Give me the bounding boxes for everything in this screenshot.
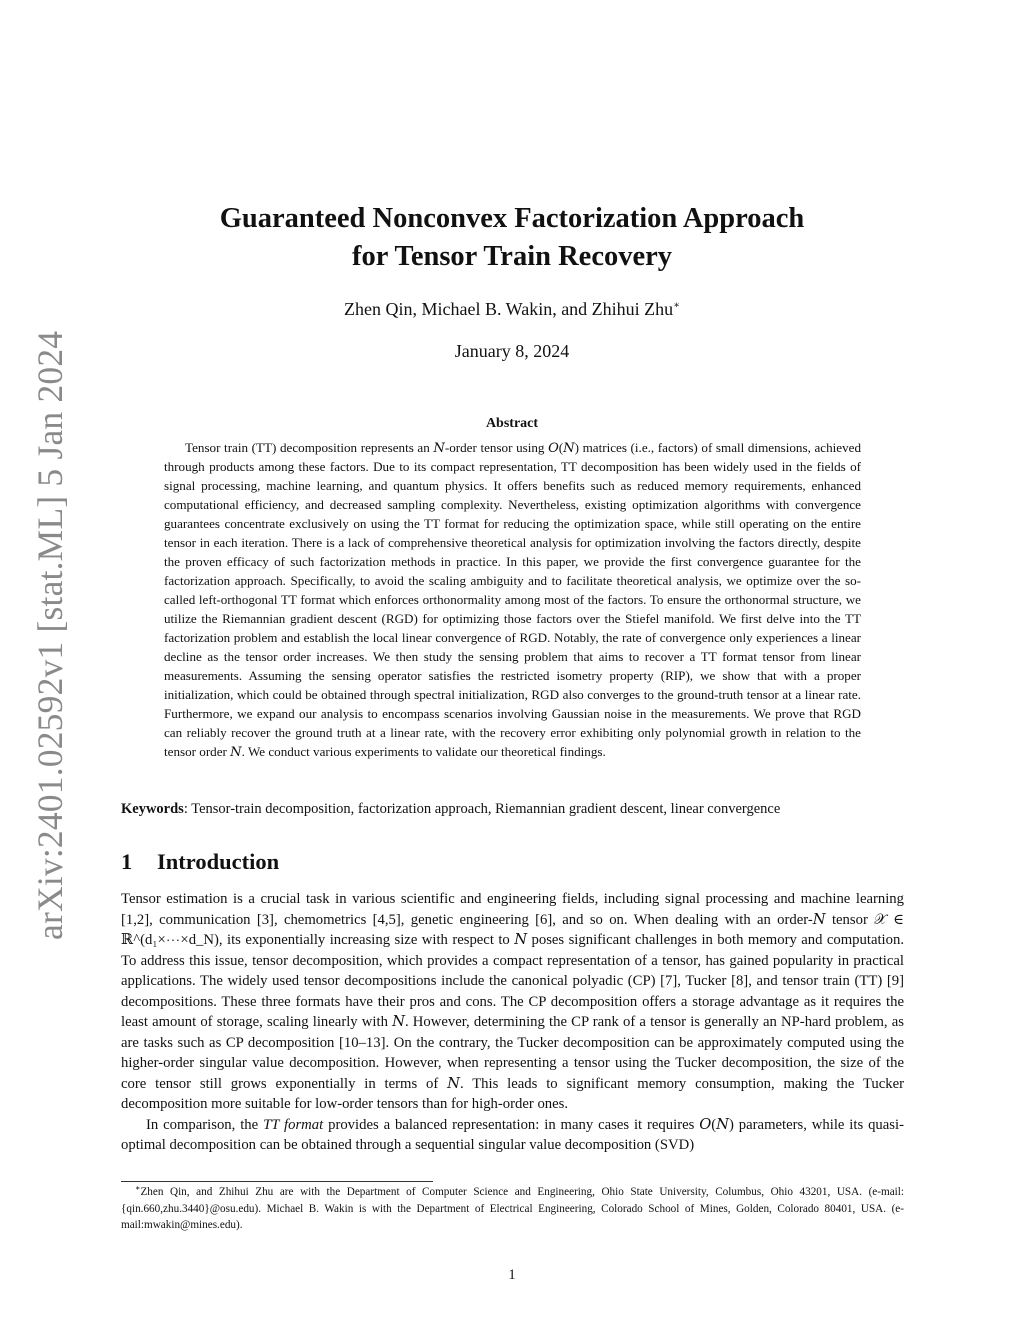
section-number: 1: [121, 849, 133, 874]
section-title: Introduction: [157, 849, 280, 874]
intro-p2-before: In comparison, the: [146, 1116, 264, 1133]
section-heading-introduction: [121, 847, 279, 877]
publication-date: January 8, 2024: [454, 341, 570, 361]
paper-title: [0, 200, 1024, 276]
arxiv-identifier-stamp: arXiv:2401.02592v1 [stat.ML] 5 Jan 2024: [30, 330, 70, 940]
author-affiliation-footnote: [121, 1184, 904, 1234]
footnote-divider: [121, 1181, 433, 1182]
author-list: [0, 297, 1024, 321]
footnote-mark: ∗: [135, 1183, 141, 1193]
abstract-heading: Abstract: [485, 416, 539, 431]
paper-title-line-1: Guaranteed Nonconvex Factorization Approach: [219, 203, 805, 234]
abstract-body: Tensor train (TT) decomposition represents an 𝑁-order tensor using 𝑂(𝑁) matrices (i.e., factors) of small dimensions, achieved through products among these factors. Due to its compact representation, TT decomposition has been widely used in the fields of signal processing, machine learning, and quantum physics. It offers benefits such as reduced memory requirements, enhanced computational efficiency, and decreased sampling complexity. Nevertheless, existing optimization algorithms with convergence guarantees concentrate exclusively on using the TT format for reducing the optimization space, while still operating on the entire tensor in each iteration. There is a lack of comprehensive theoretical analysis for optimization involving the factors directly, despite the proven efficacy of such factorization methods in practice. In this paper, we provide the first convergence guarantee for the factorization approach. Specifically, to avoid the scaling ambiguity and to facilitate theoretical analysis, we optimize over the so-called left-orthogonal TT format which enforces orthonormality among most of the factors. To ensure the orthonormal structure, we utilize the Riemannian gradient descent (RGD) for optimizing those factors over the Stiefel manifold. We first delve into the TT factorization problem and establish the local linear convergence of RGD. Notably, the rate of convergence only experiences a linear decline as the tensor order increases. We then study the sensing problem that aims to recover a TT format tensor from linear measurements. Assuming the sensing operator satisfies the restricted isometry property (RIP), we show that with a proper initialization, which could be obtained through spectral initialization, RGD also converges to the ground-truth tensor at a linear rate. Furthermore, we expand our analysis to encompass scenarios involving Gaussian noise in the measurements. We prove that RGD can reliably recover the ground truth at a linear rate, with the recovery error exhibiting only polynomial growth in relation to the tensor order 𝑁. We conduct various experiments to validate our theoretical findings.: [164, 440, 861, 759]
intro-p2-emphasis: TT format: [263, 1116, 324, 1133]
intro-paragraph-2: [121, 1115, 904, 1156]
paper-title-line-2: for Tensor Train Recovery: [351, 241, 673, 272]
keywords-label: Keywords: [121, 801, 184, 817]
author-footnote-mark: ∗: [673, 300, 680, 311]
author-names: Zhen Qin, Michael B. Wakin, and Zhihui Zhu: [344, 299, 674, 319]
keywords-text: : Tensor-train decomposition, factorization approach, Riemannian gradient descent, linear convergence: [183, 801, 781, 817]
keywords-line: [121, 799, 911, 819]
page-number: 1: [508, 1267, 516, 1283]
introduction-body: [121, 889, 904, 1156]
footnote-text: Zhen Qin, and Zhihui Zhu are with the Department of Computer Science and Engineering, Ohio State University, Columbus, Ohio 43201, USA. (e-mail:{qin.660,zhu.3440}@osu.edu). Michael B. Wakin is with the Department of Electrical Engineering, Colorado School of Mines, Golden, Colorado 80401, USA. (e-mail:mwakin@mines.edu).: [121, 1186, 904, 1231]
intro-paragraph-1: Tensor estimation is a crucial task in various scientific and engineering fields, including signal processing and machine learning [1,2], communication [3], chemometrics [4,5], genetic engineering [6], and so on. When dealing with an order-𝑁 tensor 𝒳 ∈ ℝ^(d₁×⋯×d_N), its exponentially increasing size with respect to 𝑁 poses significant challenges in both memory and computation. To address this issue, tensor decomposition, which provides a compact representation of a tensor, has gained popularity in practical applications. The widely used tensor decompositions include the canonical polyadic (CP) [7], Tucker [8], and tensor train (TT) [9] decompositions. These three formats have their pros and cons. The CP decomposition offers a storage advantage as it requires the least amount of storage, scaling linearly with 𝑁. However, determining the CP rank of a tensor is generally an NP-hard problem, as are tasks such as CP decomposition [10–13]. On the contrary, the Tucker decomposition can be approximately computed using the higher-order singular value decomposition. However, when representing a tensor using the Tucker decomposition, the size of the core tensor still grows exponentially in terms of 𝑁. This leads to significant memory consumption, making the Tucker decomposition more suitable for low-order tensors than for high-order ones.: [121, 891, 904, 1112]
intro-p2-after: provides a balanced representation: in many cases it requires 𝑂(𝑁) parameters, while its quasi-optimal decomposition can be obtained through a sequential singular value decomposition (SVD): [121, 1116, 904, 1153]
